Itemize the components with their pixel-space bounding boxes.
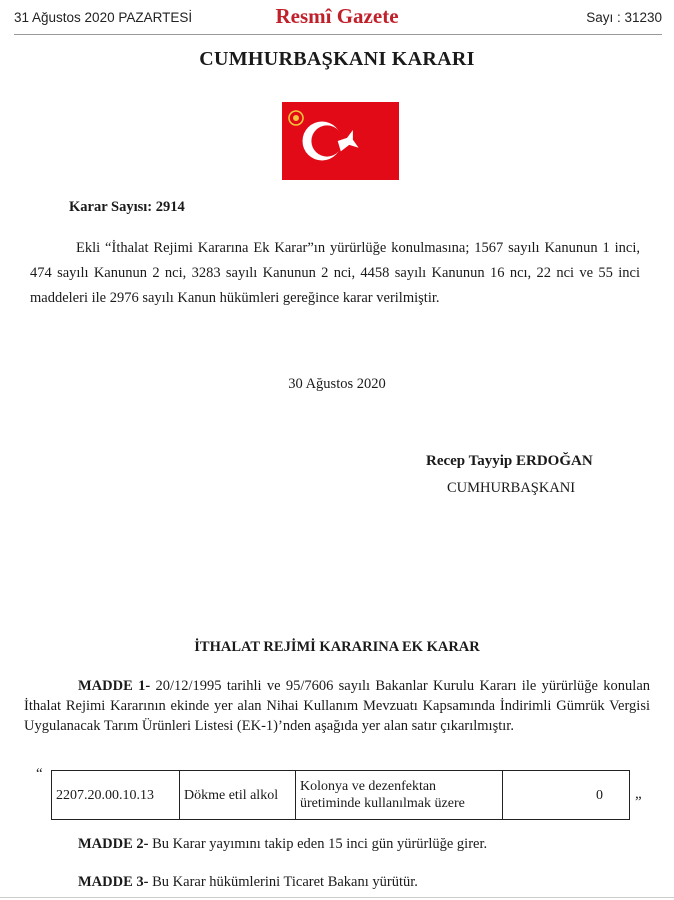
duty-rate-cell: 0 bbox=[503, 771, 630, 820]
article-3-label: MADDE 3- bbox=[78, 874, 149, 890]
signer-name: Recep Tayyip ERDOĞAN bbox=[426, 453, 593, 469]
article-1-label: MADDE 1- bbox=[78, 678, 151, 694]
usage-condition-cell: Kolonya ve dezenfektan üretiminde kullanılmak üzere bbox=[296, 771, 503, 820]
signer-position: CUMHURBAŞKANI bbox=[447, 480, 576, 496]
tariff-code-cell: 2207.20.00.10.13 bbox=[52, 771, 180, 820]
document-title: CUMHURBAŞKANI KARARI bbox=[199, 48, 475, 70]
quote-close-mark: ” bbox=[635, 794, 642, 810]
article-1 bbox=[24, 676, 650, 736]
gazette-issue-number: Sayı : 31230 bbox=[586, 10, 662, 25]
article-2-label: MADDE 2- bbox=[78, 836, 149, 852]
page-bottom-divider bbox=[0, 897, 674, 898]
annex-title: İTHALAT REJİMİ KARARINA EK KARAR bbox=[194, 639, 480, 655]
article-1-text: 20/12/1995 tarihli ve 95/7606 sayılı Bakanlar Kurulu Kararı ile yürürlüğe konulan İthalat Rejimi Kararının ekinde yer alan Nihai Kullanım Mevzuatı Kapsamında İndirimli Gümrük Vergisi Uygulanacak Tarım Ürünleri Listesi (EK-1)’nden aşağıda yer alan satır çıkarılmıştır. bbox=[24, 678, 651, 734]
quote-open-mark: “ bbox=[36, 766, 43, 782]
table-row bbox=[52, 771, 630, 820]
decision-date: 30 Ağustos 2020 bbox=[288, 376, 386, 392]
decision-intro-paragraph: Ekli “İthalat Rejimi Kararına Ek Karar”ın yürürlüğe konulmasına; 1567 sayılı Kanunun 1 inci, 474 sayılı Kanunun 2 nci, 3283 sayılı Kanunun 2 nci, 4458 sayılı Kanunun 16 ncı, 22 nci ve 55 inci maddeleri ile 2976 sayılı Kanun hükümleri gereğince karar verilmiştir. bbox=[30, 240, 640, 306]
header-divider bbox=[14, 34, 662, 35]
article-3-text: Bu Karar hükümlerini Ticaret Bakanı yürütür. bbox=[152, 874, 418, 890]
gazette-title: Resmî Gazete bbox=[275, 4, 399, 28]
turkish-flag-icon bbox=[282, 102, 399, 180]
article-2-text: Bu Karar yayımını takip eden 15 inci gün yürürlüğe girer. bbox=[152, 836, 488, 852]
product-description-cell: Dökme etil alkol bbox=[180, 771, 296, 820]
removed-items-table bbox=[51, 770, 630, 820]
article-3 bbox=[78, 874, 418, 891]
article-2 bbox=[78, 836, 487, 853]
emblem-seal-center bbox=[293, 115, 299, 121]
gazette-date: 31 Ağustos 2020 PAZARTESİ bbox=[14, 10, 193, 25]
decision-number: Karar Sayısı: 2914 bbox=[69, 199, 185, 215]
